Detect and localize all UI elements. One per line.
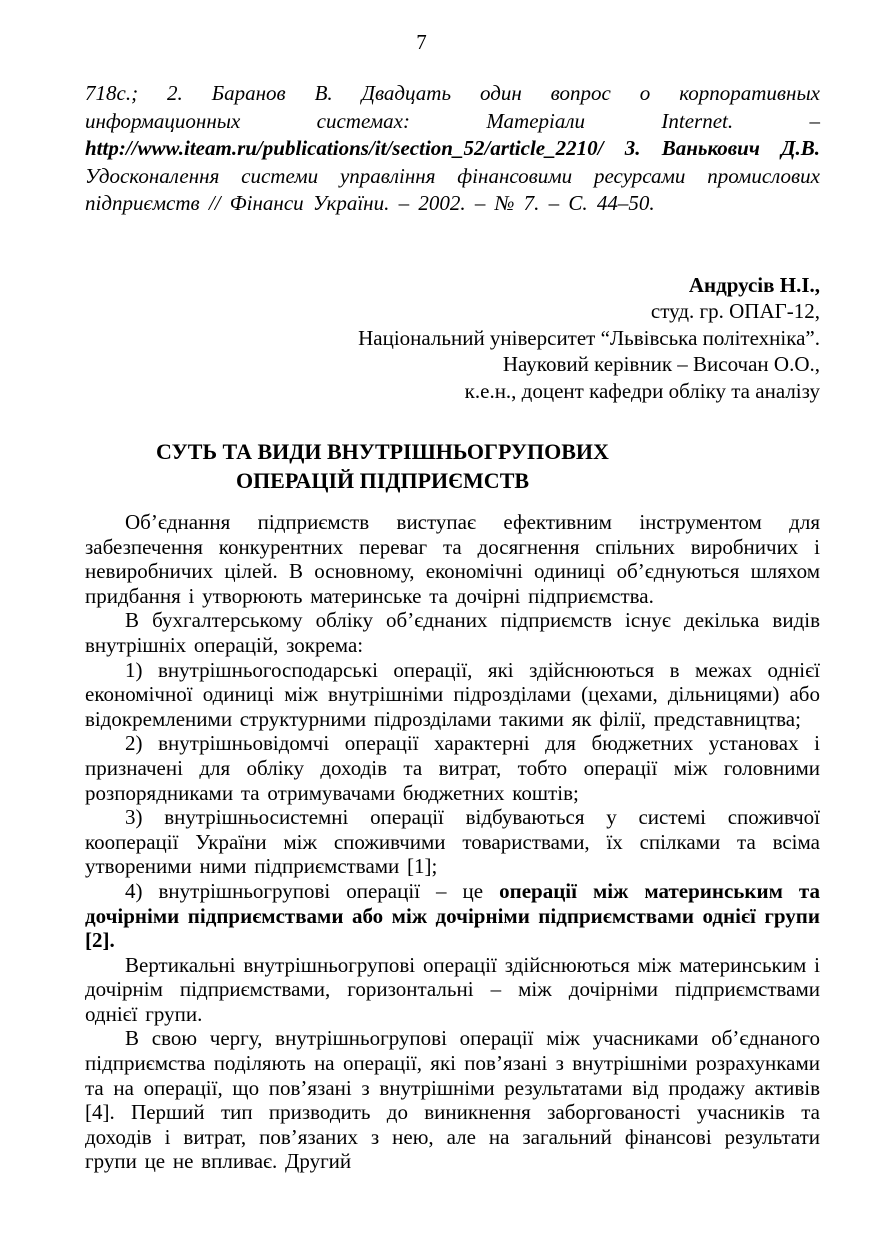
author-student-group: студ. гр. ОПАГ-12, (650, 299, 820, 323)
bibliography-paragraph (85, 80, 820, 218)
page-number: 7 (416, 30, 427, 54)
body-paragraph-list-lead (85, 608, 820, 657)
body-paragraph-classification (85, 1026, 820, 1174)
paragraph-text: 4) внутрішньогрупові операції – це (125, 878, 500, 903)
author-block (85, 272, 820, 405)
paper-title-line-2: ОПЕРАЦІЙ ПІДПРИЄМСТВ (235, 467, 530, 493)
bibliography-text-tail: Удосконалення системи управління фінансовими ресурсами промислових підприємств // Фінанси України. – 2002. – № 7. – С. 44–50. (85, 163, 820, 215)
paragraph-text: 3) внутрішньосистемні операції відбуваються у системі споживчої кооперації України між споживчими товариствами, їх спілками та всіма утвореними ними підприємствами [1]; (85, 805, 820, 879)
paragraph-text: В бухгалтерському обліку об’єднаних підприємств існує декілька видів внутрішніх операцій, зокрема: (85, 608, 820, 657)
bibliography-url-reference: http://www.iteam.ru/publications/it/section_52/article_2210/ 3. Ванькович Д.В. (85, 136, 820, 160)
paragraph-text: В свою чергу, внутрішньогрупові операції між учасниками об’єднаного підприємства поділяють на операції, які пов’язані з внутрішніми розрахунками та на операції, що пов’язані з внутрішніми результатами від продажу активів [4]. Перший тип призводить до виникнення заборгованості учасників та доходів і витрат, пов’язаних з нею, але на загальний фінансові результати групи це не впливає. Другий (85, 1026, 820, 1174)
author-name: Андрусів Н.І., (688, 272, 820, 297)
intragroup-definition-bold: операції між материнським та дочірніми підприємствами або між дочірніми підприємствами однієї групи [2]. (85, 878, 820, 953)
article-body (85, 510, 820, 1174)
paper-title (85, 438, 820, 495)
body-paragraph-item-4 (85, 879, 820, 953)
paragraph-text: 1) внутрішньогосподарські операції, які здійснюються в межах однієї економічної одиниці між внутрішніми підрозділами (цехами, дільницями) або відокремленими структурними підрозділами такими як філії, представництва; (85, 657, 820, 731)
body-paragraph-item-2 (85, 731, 820, 805)
body-paragraph-vertical-horizontal (85, 953, 820, 1027)
paragraph-text: Вертикальні внутрішньогрупові операції здійснюються між материнським і дочірнім підприємствами, горизонтальні – між дочірніми підприємствами однієї групи. (85, 952, 820, 1026)
body-paragraph-item-3 (85, 805, 820, 879)
bibliography-text-lead: 718с.; 2. Баранов В. Двадцать один вопрос о корпоративных информационных системах: Матеріали Internet. – (85, 81, 820, 133)
author-university: Національний університет “Львівська політехніка”. (358, 325, 820, 350)
paper-title-line-1: СУТЬ ТА ВИДИ ВНУТРІШНЬОГРУПОВИХ (156, 439, 609, 464)
author-supervisor-degree: к.е.н., доцент кафедри обліку та аналізу (464, 378, 820, 403)
body-paragraph-intro (85, 510, 820, 608)
author-supervisor: Науковий керівник – Височан О.О., (502, 352, 820, 376)
paragraph-text: 2) внутрішньовідомчі операції характерні для бюджетних установах і призначені для обліку доходів та витрат, тобто операції між головними розпорядниками та отримувачами бюджетних коштів; (85, 731, 820, 805)
paragraph-text: Об’єднання підприємств виступає ефективним інструментом для забезпечення конкурентних переваг та досягнення спільних виробничих і невиробничих цілей. В основному, економічні одиниці об’єднуються шляхом придбання і утворюють материнське та дочірні підприємства. (85, 510, 820, 608)
body-paragraph-item-1 (85, 658, 820, 732)
